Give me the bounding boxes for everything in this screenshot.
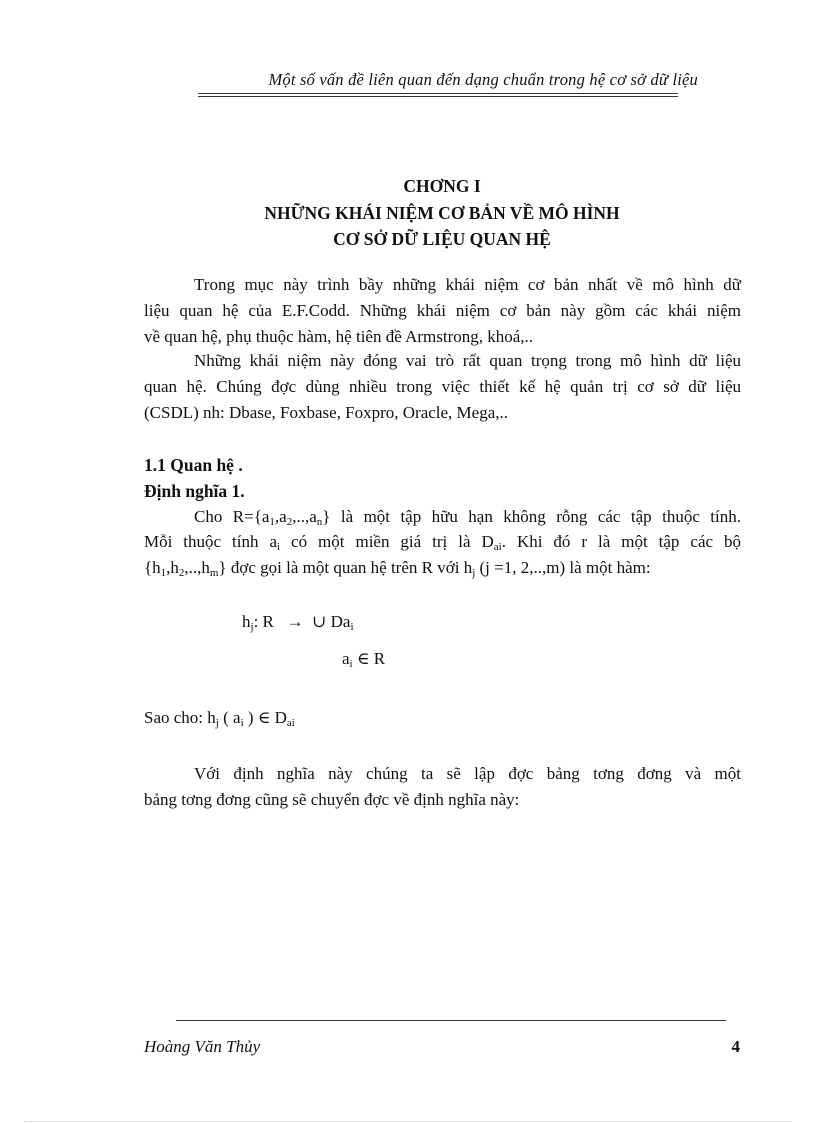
chapter-title-line-1: NHỮNG KHÁI NIỆM CƠ BẢN VỀ MÔ HÌNH — [264, 203, 620, 223]
text-line: Trong mục này trình bầy những khái niệm cơ bản nhất về mô hình dữ — [194, 275, 741, 294]
header-rule — [198, 93, 678, 94]
text-line: về quan hệ, phụ thuộc hàm, hệ tiên đề Armstrong, khoá,.. — [144, 327, 534, 346]
footer-author: Hoàng Văn Thủy — [144, 1037, 261, 1056]
text-line: Những khái niệm này đóng vai trò rất quan trọng trong mô hình dữ liệu — [194, 351, 741, 370]
formula-mapping: $h_j$: R → ∪ $Da_i$ — [242, 612, 354, 633]
arrow-symbol: → — [286, 612, 304, 631]
text-line: Cho $R=\{a_1,a_2,..,a_n\}$ là một tập hữu hạn không rỗng các tập thuộc tính. — [194, 507, 741, 528]
text-line: bảng tơng đơng cũng sẽ chuyển đợc về định nghĩa này: — [144, 790, 520, 809]
text-line: quan hệ. Chúng đợc dùng nhiều trong việc thiết kế hệ quản trị cơ sở dữ liệu — [144, 377, 741, 396]
element-of-symbol: ∈ — [356, 649, 370, 668]
footer-rule — [176, 1020, 726, 1021]
chapter-title-line-2: CƠ SỞ DỮ LIỆU QUAN HỆ — [333, 229, 551, 249]
page-edge-dotted-line — [24, 1121, 792, 1122]
chapter-number: CHƠNG I — [403, 176, 481, 196]
text-line: (CSDL) nh: Dbase, Foxbase, Foxpro, Oracle, Mega,.. — [144, 403, 509, 422]
formula-domain: $a_i$ ∈ R — [342, 649, 386, 670]
section-heading: 1.1 Quan hệ . — [144, 455, 243, 475]
formula-condition: Sao cho: $h_j$ ( $a_i$ ) ∈ $D_{ai}$ — [144, 708, 295, 729]
header-rule-double — [198, 96, 678, 97]
definition-label: Định nghĩa 1. — [144, 481, 245, 501]
running-header: Một số vấn đề liên quan đến dạng chuẩn trong hệ cơ sở dữ liệu — [268, 70, 698, 89]
page-number: 4 — [731, 1037, 740, 1056]
union-symbol: ∪ — [312, 612, 327, 631]
text-line: Mỗi thuộc tính $a_i$ có một miền giá trị là $D_{ai}$. Khi đó r là một tập các bộ — [144, 532, 741, 553]
text-line: Với định nghĩa này chúng ta sẽ lập đợc bảng tơng đơng và một — [194, 764, 741, 783]
text-line: liệu quan hệ của E.F.Codd. Những khái niệm cơ bản này gồm các khái niệm — [144, 301, 741, 320]
element-of-symbol: ∈ — [257, 708, 271, 727]
text-line: $\{h_1,h_2,..,h_m\}$ đợc gọi là một quan hệ trên R với $h_j$ (j =1, 2,..,m) là một hàm: — [144, 558, 651, 579]
